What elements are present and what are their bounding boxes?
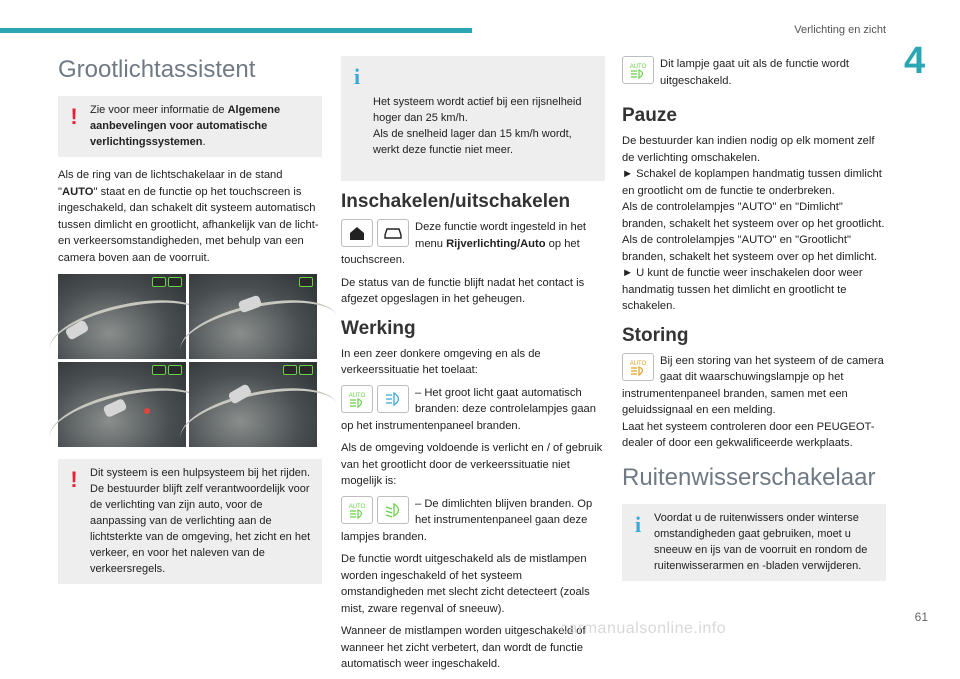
intro-paragraph: Als de ring van de lichtschakelaar in de stand "AUTO" staat en de functie op het touchscreen is ingeschakeld, dan schakelt dit systeem automatisch tussen dimlicht en grootlicht, afhankelijk van de licht- en verkeersomstandigheden, met behulp van een camera boven aan de voorruit.: [58, 169, 319, 264]
pauze-dimlicht: Als de controlelampjes "AUTO" en "Dimlicht" branden, schakelt het systeem over op het grootlicht.: [622, 201, 885, 230]
info-icon: i: [353, 64, 361, 89]
info-note-winter: i Voordat u de ruitenwissers onder winterse omstandigheden gaat gebruiken, moet u sneeuw en ijs van de voorruit en rondom de ruitenwisserarmen en -bladen verwijderen.: [622, 504, 886, 581]
heading-storing: Storing: [622, 324, 689, 346]
info-note-speed: i Het systeem wordt actief bij een rijsnelheid hoger dan 25 km/h. Als de snelheid lager dan 15 km/h wordt, werkt deze functie niet meer.: [341, 56, 605, 181]
section-title-grootlichtassistent: Grootlichtassistent: [58, 56, 256, 83]
pauze-intro: De bestuurder kan indien nodig op elk moment zelf de verlichting omschakelen.: [622, 135, 875, 164]
high-beam-warning-lamps: [341, 385, 409, 413]
high-beam-icon: [377, 385, 409, 413]
touchscreen-icons: [341, 219, 409, 247]
watermark: carmanualsonline.info: [560, 620, 727, 637]
pauze-step-1: ► Schakel de koplampen handmatig tussen dimlicht en grootlicht om de functie te onderbreken.: [622, 168, 882, 197]
inschakelen-paragraph: Deze functie wordt ingesteld in het menu Rijverlichting/Auto op het touchscreen.: [341, 221, 587, 266]
heading-werking: Werking: [341, 317, 416, 339]
home-icon: [341, 219, 373, 247]
illustration-grid: [58, 274, 322, 447]
svg-text:AUTO: AUTO: [629, 360, 647, 367]
inschakelen-memory: De status van de functie blijft nadat het contact is afgezet opgeslagen in het geheugen.: [341, 276, 585, 305]
storing-dealer: Laat het systeem controleren door een PEUGEOT-dealer of door een gekwalificeerde werkplaats.: [622, 420, 875, 449]
auto-high-beam-icon: [299, 277, 313, 287]
running-title: Verlichting en zicht: [794, 24, 886, 36]
werking-intro: In een zeer donkere omgeving en als de verkeerssituatie het toelaat:: [341, 347, 541, 376]
auto-low-beam-icon: [283, 365, 313, 375]
warning-note-recommendations: ! Zie voor meer informatie de Algemene aanbevelingen voor automatische verlichtingssystemen.: [58, 96, 322, 157]
auto-high-beam-icon: [152, 277, 182, 287]
warning-icon: !: [70, 104, 78, 129]
werking-lit-environment: Als de omgeving voldoende is verlicht en / of gebruik van het grootlicht door de verkeerssituatie niet mogelijk is:: [341, 442, 603, 487]
werking-fog-restore: Wanneer de mistlampen worden uitgeschakeld of wanneer het zicht verbetert, dan wordt de functie automatisch weer ingeschakeld.: [341, 625, 586, 670]
section-title-ruitenwisser: Ruitenwisserschakelaar: [622, 463, 876, 491]
auto-low-beam-icon: [152, 365, 182, 375]
auto-lamp-icon: [622, 56, 654, 84]
auto-fault-lamp-icon: [622, 353, 654, 381]
lamp-off-text: Dit lampje gaat uit als de functie wordt uitgeschakeld.: [660, 58, 850, 87]
warning-icon: !: [70, 467, 78, 492]
illustration-lit-environment: [189, 362, 317, 447]
fault-lamp-icon-row: [622, 353, 654, 381]
low-beam-warning-lamps: [341, 496, 409, 524]
heading-pauze: Pauze: [622, 105, 677, 126]
svg-text:AUTO: AUTO: [348, 392, 366, 399]
illustration-high-beam-clear-road: [58, 274, 186, 359]
pauze-grootlicht: Als de controlelampjes "AUTO" en "Grootlicht" branden, schakelt het systeem over op het dimlicht.: [622, 234, 877, 263]
illustration-vehicle-ahead: [58, 362, 186, 447]
menu-path: Rijverlichting/Auto: [446, 237, 546, 250]
svg-text:AUTO: AUTO: [629, 64, 647, 70]
auto-lamp-icon: [341, 385, 373, 413]
werking-fog-off: De functie wordt uitgeschakeld als de mistlampen worden ingeschakeld of het systeem omstandigheden met slecht zicht detecteert (zoals mist, zware regenval of sneeuw).: [341, 553, 590, 615]
column-middle: [341, 56, 605, 679]
page-number: 61: [914, 610, 928, 624]
auto-lamp-icon: [341, 496, 373, 524]
heading-inschakelen: Inschakelen/uitschakelen: [341, 191, 571, 212]
auto-lamp-off-icon-row: [622, 56, 654, 84]
column-right: [622, 56, 886, 591]
warning-note-driver-responsibility: ! Dit systeem is een hulpsysteem bij het rijden. De bestuurder blijft zelf verantwoordelijk voor de verlichting van zijn auto, voor de aanpassing van de verlichting aan de lichtsterkte van de omgeving, het zicht en het verkeer, en voor het naleven van de verkeersregels.: [58, 459, 322, 584]
link-general-recommendations: Algemene aanbevelingen voor automatische verlichtingssystemen: [90, 104, 281, 148]
pauze-step-2: ► U kunt de functie weer inschakelen door weer handmatig tussen het dimlicht en grootlicht te schakelen.: [622, 267, 863, 312]
info-icon: i: [634, 511, 642, 537]
storing-paragraph: Bij een storing van het systeem of de camera gaat dit waarschuwingslampje op het instrumentenpaneel branden, samen met een geluidssignaal en een melding.: [622, 354, 884, 416]
illustration-oncoming-car: [189, 274, 317, 359]
werking-low-beam: – De dimlichten blijven branden. Op het instrumentenpaneel gaan deze lampjes branden.: [341, 497, 593, 543]
header-accent-rule: [0, 28, 472, 33]
werking-high-beam: – Het groot licht gaat automatisch branden: deze controlelampjes gaan op het instrumentenpaneel branden.: [341, 386, 596, 432]
svg-text:AUTO: AUTO: [348, 503, 366, 510]
car-icon: [377, 219, 409, 247]
low-beam-icon: [377, 496, 409, 524]
column-left: [58, 56, 322, 594]
chapter-number: 4: [904, 40, 926, 82]
